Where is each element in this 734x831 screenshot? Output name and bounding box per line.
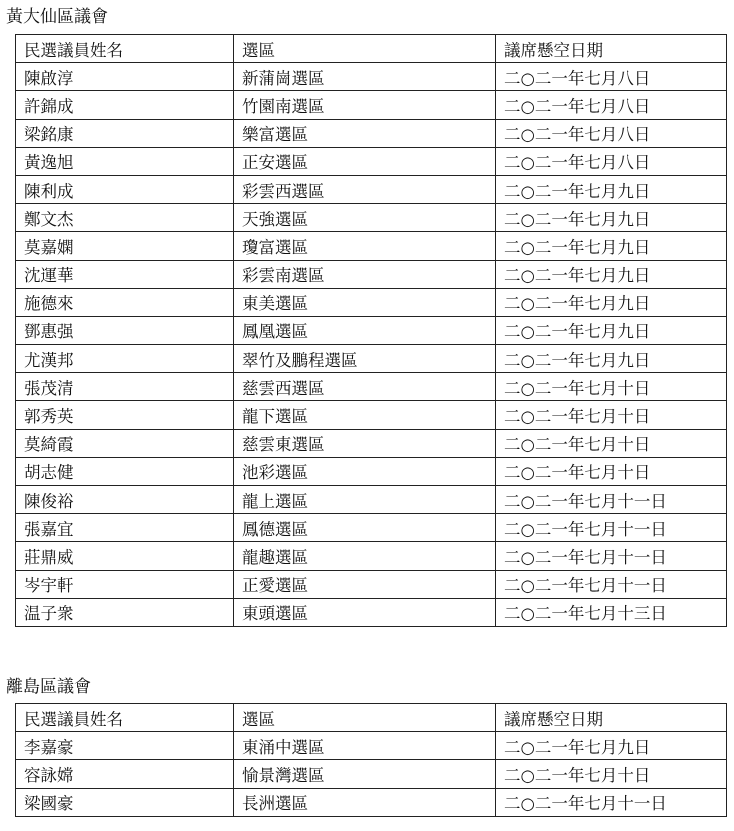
vacancy-date-cell: 二○二一年七月十一日	[496, 570, 727, 598]
constituency-cell: 東涌中選區	[234, 732, 496, 760]
vacancy-date-cell: 二○二一年七月十日	[496, 457, 727, 485]
table-row	[16, 204, 727, 232]
table-row	[16, 457, 727, 485]
constituency-cell: 樂富選區	[234, 119, 496, 147]
member-name-cell: 張茂清	[16, 373, 234, 401]
section-title: 離島區議會	[6, 677, 91, 697]
member-name-cell: 鄭文杰	[16, 204, 234, 232]
vacancy-date-cell: 二○二一年七月九日	[496, 345, 727, 373]
table-row	[16, 732, 727, 760]
table-body	[16, 35, 727, 627]
member-name-cell: 許錦成	[16, 91, 234, 119]
header-vacancy-date: 議席懸空日期	[496, 35, 727, 63]
constituency-cell: 彩雲西選區	[234, 175, 496, 203]
member-name-cell: 沈運華	[16, 260, 234, 288]
table-row	[16, 514, 727, 542]
table-header-row	[16, 704, 727, 732]
table-row	[16, 401, 727, 429]
member-name-cell: 陳利成	[16, 175, 234, 203]
member-name-cell: 李嘉豪	[16, 732, 234, 760]
vacancy-date-cell: 二○二一年七月十日	[496, 760, 727, 788]
header-constituency: 選區	[234, 704, 496, 732]
header-vacancy-date: 議席懸空日期	[496, 704, 727, 732]
council-table	[15, 703, 727, 817]
vacancy-date-cell: 二○二一年七月十一日	[496, 486, 727, 514]
member-name-cell: 尤漢邦	[16, 345, 234, 373]
member-name-cell: 郭秀英	[16, 401, 234, 429]
table-row	[16, 760, 727, 788]
table-row	[16, 598, 727, 626]
constituency-cell: 龍上選區	[234, 486, 496, 514]
constituency-cell: 龍趣選區	[234, 542, 496, 570]
vacancy-date-cell: 二○二一年七月十一日	[496, 542, 727, 570]
constituency-cell: 竹園南選區	[234, 91, 496, 119]
header-name: 民選議員姓名	[16, 35, 234, 63]
vacancy-date-cell: 二○二一年七月八日	[496, 91, 727, 119]
member-name-cell: 莫嘉嫻	[16, 232, 234, 260]
member-name-cell: 陳俊裕	[16, 486, 234, 514]
member-name-cell: 梁國豪	[16, 788, 234, 816]
table-header-row	[16, 35, 727, 63]
vacancy-date-cell: 二○二一年七月九日	[496, 260, 727, 288]
table-row	[16, 345, 727, 373]
vacancy-date-cell: 二○二一年七月十三日	[496, 598, 727, 626]
member-name-cell: 梁銘康	[16, 119, 234, 147]
vacancy-date-cell: 二○二一年七月十一日	[496, 514, 727, 542]
table-row	[16, 486, 727, 514]
constituency-cell: 鳳凰選區	[234, 316, 496, 344]
vacancy-date-cell: 二○二一年七月十一日	[496, 788, 727, 816]
member-name-cell: 張嘉宜	[16, 514, 234, 542]
table-row	[16, 429, 727, 457]
vacancy-date-cell: 二○二一年七月九日	[496, 732, 727, 760]
table-row	[16, 260, 727, 288]
vacancy-date-cell: 二○二一年七月九日	[496, 316, 727, 344]
table-row	[16, 288, 727, 316]
table-row	[16, 91, 727, 119]
vacancy-date-cell: 二○二一年七月十日	[496, 373, 727, 401]
table-row	[16, 147, 727, 175]
table-row	[16, 316, 727, 344]
member-name-cell: 施德來	[16, 288, 234, 316]
vacancy-date-cell: 二○二一年七月八日	[496, 119, 727, 147]
constituency-cell: 鳳德選區	[234, 514, 496, 542]
constituency-cell: 慈雲東選區	[234, 429, 496, 457]
constituency-cell: 東頭選區	[234, 598, 496, 626]
table-row	[16, 232, 727, 260]
constituency-cell: 龍下選區	[234, 401, 496, 429]
vacancy-date-cell: 二○二一年七月九日	[496, 204, 727, 232]
constituency-cell: 翠竹及鵬程選區	[234, 345, 496, 373]
table-row	[16, 570, 727, 598]
constituency-cell: 慈雲西選區	[234, 373, 496, 401]
constituency-cell: 愉景灣選區	[234, 760, 496, 788]
header-constituency: 選區	[234, 35, 496, 63]
constituency-cell: 新蒲崗選區	[234, 63, 496, 91]
vacancy-date-cell: 二○二一年七月十日	[496, 401, 727, 429]
constituency-cell: 池彩選區	[234, 457, 496, 485]
table-row	[16, 175, 727, 203]
header-name: 民選議員姓名	[16, 704, 234, 732]
table-row	[16, 373, 727, 401]
vacancy-date-cell: 二○二一年七月九日	[496, 288, 727, 316]
member-name-cell: 岑宇軒	[16, 570, 234, 598]
constituency-cell: 正愛選區	[234, 570, 496, 598]
council-table	[15, 34, 727, 627]
table-row	[16, 63, 727, 91]
vacancy-date-cell: 二○二一年七月八日	[496, 63, 727, 91]
table-row	[16, 542, 727, 570]
member-name-cell: 胡志健	[16, 457, 234, 485]
member-name-cell: 容詠嫦	[16, 760, 234, 788]
constituency-cell: 天強選區	[234, 204, 496, 232]
vacancy-date-cell: 二○二一年七月九日	[496, 175, 727, 203]
member-name-cell: 温子衆	[16, 598, 234, 626]
constituency-cell: 長洲選區	[234, 788, 496, 816]
member-name-cell: 莊鼎威	[16, 542, 234, 570]
vacancy-date-cell: 二○二一年七月九日	[496, 232, 727, 260]
member-name-cell: 莫綺霞	[16, 429, 234, 457]
constituency-cell: 瓊富選區	[234, 232, 496, 260]
section-title: 黃大仙區議會	[6, 7, 108, 27]
constituency-cell: 東美選區	[234, 288, 496, 316]
vacancy-date-cell: 二○二一年七月八日	[496, 147, 727, 175]
member-name-cell: 鄧惠强	[16, 316, 234, 344]
constituency-cell: 正安選區	[234, 147, 496, 175]
constituency-cell: 彩雲南選區	[234, 260, 496, 288]
member-name-cell: 黃逸旭	[16, 147, 234, 175]
table-row	[16, 788, 727, 816]
member-name-cell: 陳啟淳	[16, 63, 234, 91]
table-row	[16, 119, 727, 147]
vacancy-date-cell: 二○二一年七月十日	[496, 429, 727, 457]
table-body	[16, 704, 727, 817]
